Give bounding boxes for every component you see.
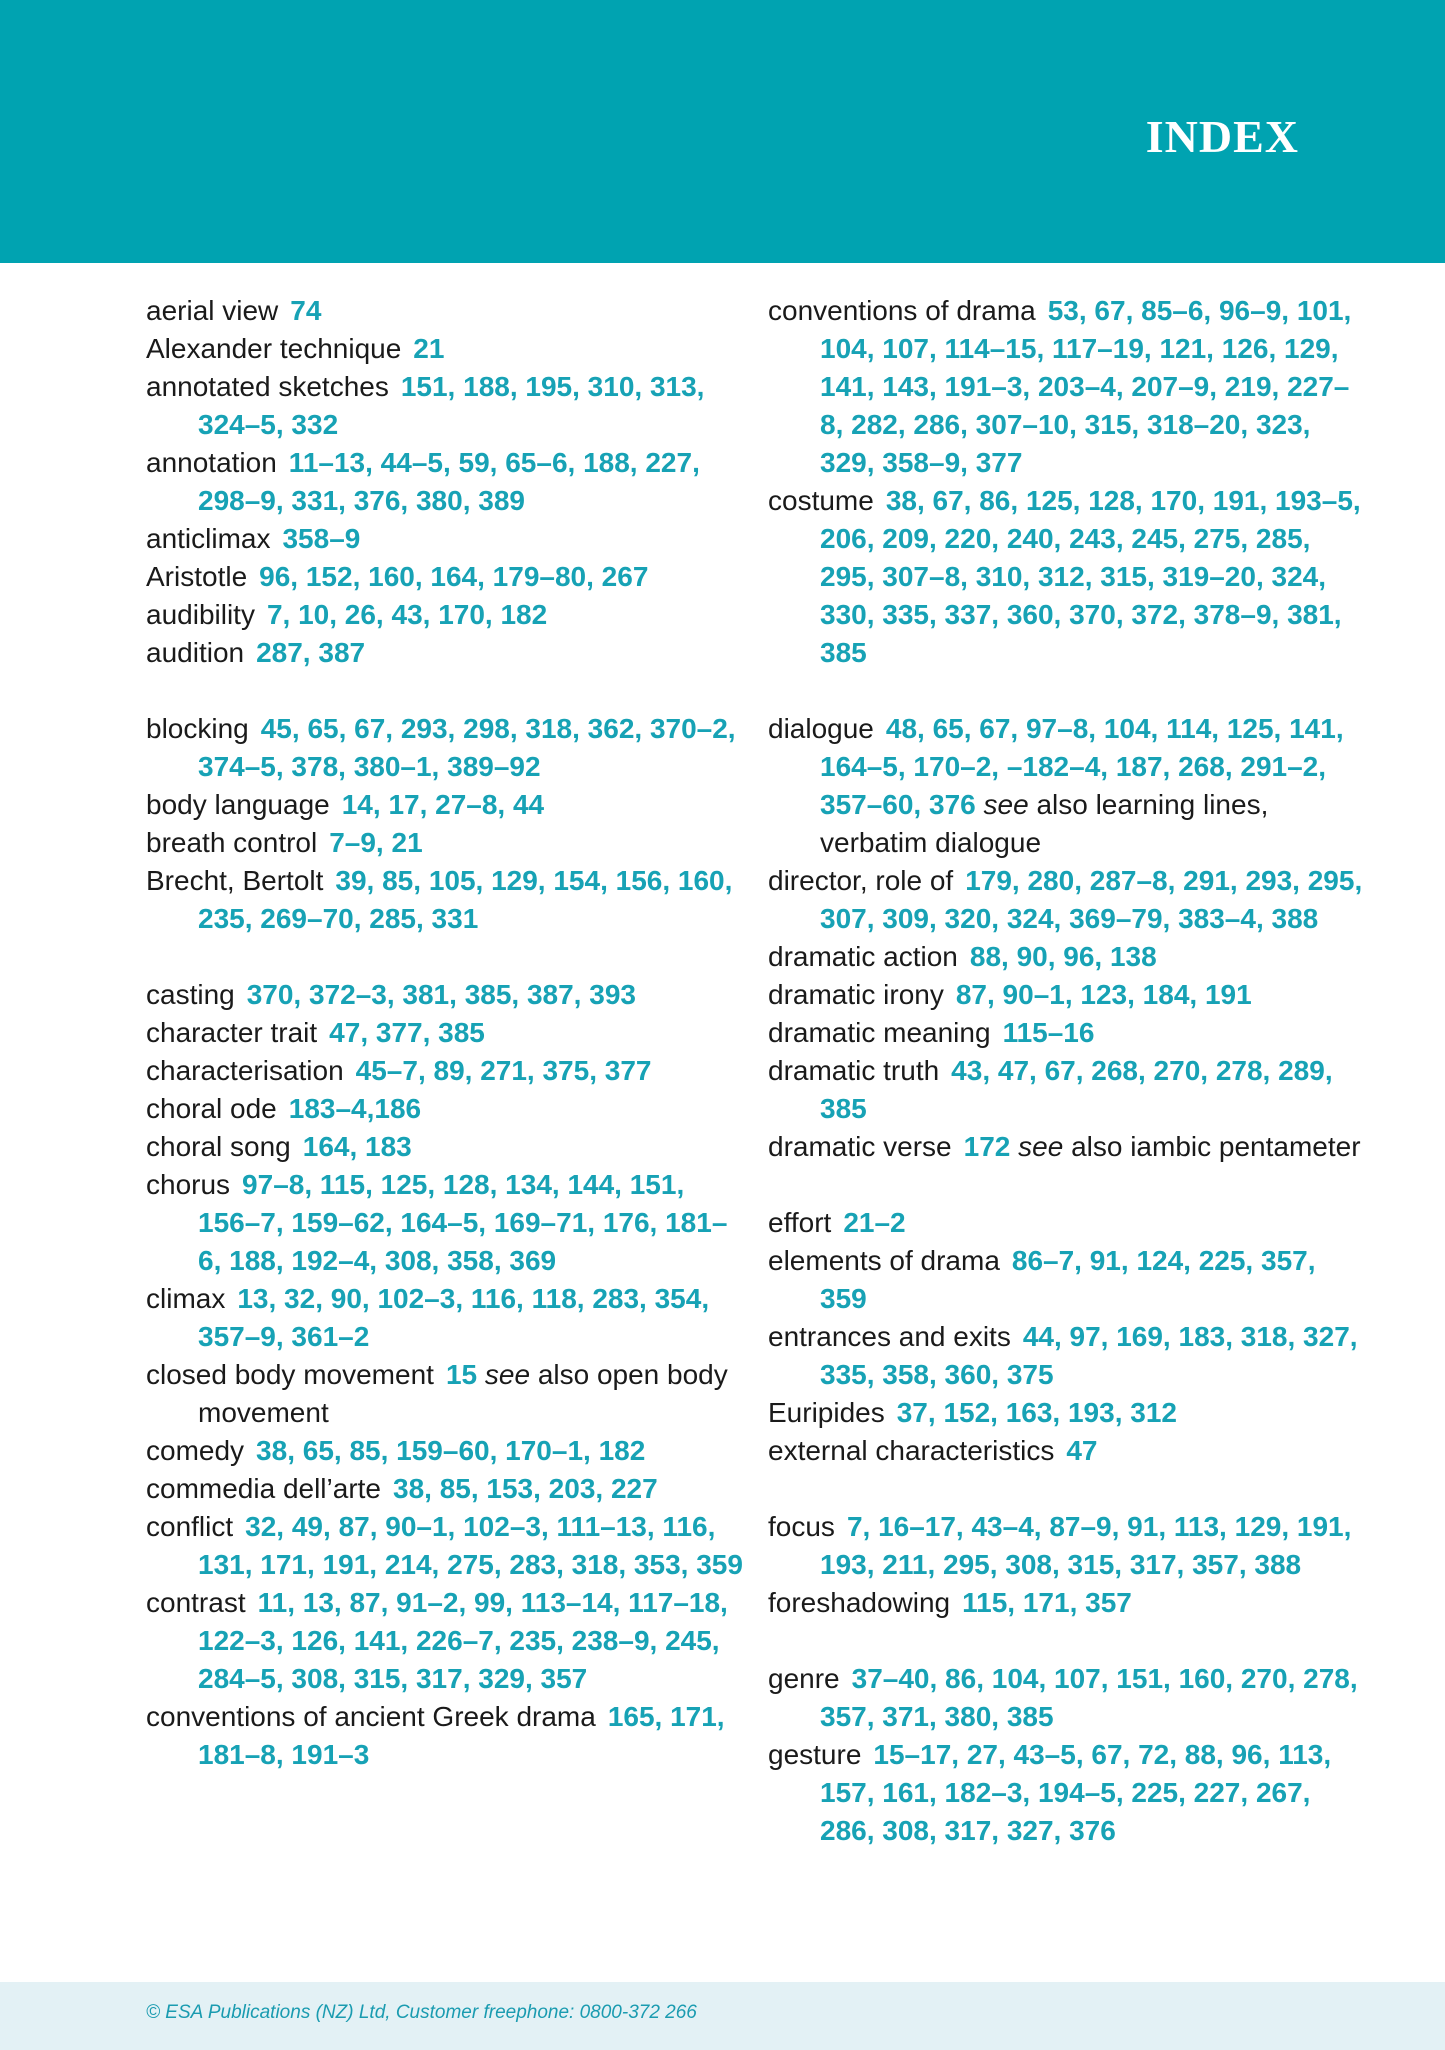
index-term: aerial view [146, 295, 279, 326]
index-pages: 87, 90–1, 123, 184, 191 [955, 979, 1252, 1010]
index-term: conventions of ancient Greek drama [146, 1701, 596, 1732]
index-pages: 47 [1066, 1435, 1098, 1466]
index-entry [768, 1242, 1368, 1318]
index-entry [146, 368, 746, 444]
index-entry [768, 976, 1368, 1014]
index-term: director, role of [768, 865, 954, 896]
index-entry [146, 1698, 746, 1774]
index-pages: 37, 152, 163, 193, 312 [896, 1397, 1177, 1428]
index-pages: 86–7, 91, 124, 225, 357, 359 [820, 1245, 1316, 1314]
index-pages: 7–9, 21 [329, 827, 423, 858]
index-pages: 164, 183 [302, 1131, 412, 1162]
index-pages: 53, 67, 85–6, 96–9, 101, 104, 107, 114–15, 117–19, 121, 126, 129, 141, 143, 191–3, 203–4, 207–9, 219, 227–8, 282, 286, 307–10, 315, 318–20, 323, 329, 358–9, 377 [820, 295, 1352, 478]
index-term: focus [768, 1511, 835, 1542]
index-see-also: also iambic pentameter [1071, 1131, 1361, 1162]
index-entry [146, 634, 746, 672]
index-entry [768, 1014, 1368, 1052]
index-term: entrances and exits [768, 1321, 1011, 1352]
index-entry [146, 558, 746, 596]
index-entry [146, 1166, 746, 1280]
index-pages: 96, 152, 160, 164, 179–80, 267 [259, 561, 649, 592]
index-term: contrast [146, 1587, 246, 1618]
index-pages: 183–4,186 [288, 1093, 422, 1124]
index-entry [146, 520, 746, 558]
index-term: breath control [146, 827, 318, 858]
index-pages: 38, 85, 153, 203, 227 [393, 1473, 658, 1504]
index-term: choral ode [146, 1093, 277, 1124]
index-term: dramatic meaning [768, 1017, 991, 1048]
index-term: Alexander technique [146, 333, 402, 364]
index-pages: 48, 65, 67, 97–8, 104, 114, 125, 141, 164–5, 170–2, –182–4, 187, 268, 291–2, 357–60, 376 [820, 713, 1344, 820]
index-column-left [146, 292, 746, 1774]
index-entry [768, 292, 1368, 482]
index-entry [768, 862, 1368, 938]
index-term: characterisation [146, 1055, 344, 1086]
index-term: dramatic verse [768, 1131, 952, 1162]
index-entry [768, 1584, 1368, 1622]
index-term: Aristotle [146, 561, 248, 592]
index-entry [768, 1128, 1368, 1166]
index-entry [146, 862, 746, 938]
index-pages: 115–16 [1002, 1017, 1095, 1048]
index-term: Brecht, Bertolt [146, 865, 324, 896]
index-pages: 287, 387 [256, 637, 366, 668]
index-entry [768, 1432, 1368, 1470]
index-pages: 7, 10, 26, 43, 170, 182 [266, 599, 548, 630]
index-term: annotated sketches [146, 371, 389, 402]
index-term: dramatic action [768, 941, 958, 972]
index-entry [768, 710, 1368, 862]
index-see-also: also learning lines, verbatim dialogue [820, 789, 1269, 858]
index-entry [146, 292, 746, 330]
index-see-also: also open body movement [198, 1359, 728, 1428]
index-term: commedia dell’arte [146, 1473, 381, 1504]
index-pages: 39, 85, 105, 129, 154, 156, 160, 235, 269–70, 285, 331 [198, 865, 733, 934]
index-pages: 115, 171, 357 [962, 1587, 1132, 1618]
index-term: foreshadowing [768, 1587, 951, 1618]
index-pages: 13, 32, 90, 102–3, 116, 118, 283, 354, 357–9, 361–2 [198, 1283, 710, 1352]
index-pages: 44, 97, 169, 183, 318, 327, 335, 358, 360, 375 [820, 1321, 1358, 1390]
index-term: casting [146, 979, 235, 1010]
index-pages: 370, 372–3, 381, 385, 387, 393 [246, 979, 636, 1010]
index-pages: 14, 17, 27–8, 44 [341, 789, 545, 820]
index-term: gesture [768, 1739, 862, 1770]
index-term: annotation [146, 447, 277, 478]
index-entry [146, 1508, 746, 1584]
index-entry [768, 1204, 1368, 1242]
index-see-word: see [1018, 1131, 1064, 1162]
index-entry [146, 1014, 746, 1052]
index-term: dramatic irony [768, 979, 944, 1010]
index-entry [768, 1508, 1368, 1584]
footer-copyright: © ESA Publications (NZ) Ltd, Customer freephone: 0800-372 266 [146, 2002, 697, 2023]
index-pages: 45–7, 89, 271, 375, 377 [355, 1055, 652, 1086]
index-term: dialogue [768, 713, 874, 744]
index-entry [768, 1736, 1368, 1850]
index-entry [768, 1318, 1368, 1394]
index-entry [146, 976, 746, 1014]
index-pages: 45, 65, 67, 293, 298, 318, 362, 370–2, 374–5, 378, 380–1, 389–92 [198, 713, 736, 782]
index-pages: 38, 65, 85, 159–60, 170–1, 182 [256, 1435, 646, 1466]
index-pages: 21 [413, 333, 445, 364]
index-entry [146, 1090, 746, 1128]
index-term: climax [146, 1283, 226, 1314]
index-entry [146, 1584, 746, 1698]
index-term: costume [768, 485, 874, 516]
index-pages: 151, 188, 195, 310, 313, 324–5, 332 [198, 371, 705, 440]
index-term: external characteristics [768, 1435, 1055, 1466]
index-see-word: see [983, 789, 1029, 820]
index-entry [146, 1280, 746, 1356]
index-see-word: see [484, 1359, 531, 1390]
index-term: effort [768, 1207, 832, 1238]
index-pages: 38, 67, 86, 125, 128, 170, 191, 193–5, 206, 209, 220, 240, 243, 245, 275, 285, 295, 307–8, 310, 312, 315, 319–20, 324, 330, 335, 337, 360, 370, 372, 378–9, 381, 385 [820, 485, 1361, 668]
index-term: blocking [146, 713, 249, 744]
index-pages: 11–13, 44–5, 59, 65–6, 188, 227, 298–9, 331, 376, 380, 389 [198, 447, 700, 516]
index-term: comedy [146, 1435, 245, 1466]
index-entry [146, 1470, 746, 1508]
index-term: closed body movement [146, 1359, 434, 1390]
index-entry [146, 1052, 746, 1090]
index-pages: 32, 49, 87, 90–1, 102–3, 111–13, 116, 131, 171, 191, 214, 275, 283, 318, 353, 359 [198, 1511, 743, 1580]
index-term: conflict [146, 1511, 234, 1542]
index-term: elements of drama [768, 1245, 1000, 1276]
index-entry [146, 824, 746, 862]
index-pages: 37–40, 86, 104, 107, 151, 160, 270, 278, 357, 371, 380, 385 [820, 1663, 1358, 1732]
index-term: body language [146, 789, 330, 820]
index-column-right [768, 292, 1368, 1850]
index-entry [768, 482, 1368, 672]
index-entry [768, 1394, 1368, 1432]
index-term: audition [146, 637, 245, 668]
index-entry [768, 938, 1368, 976]
index-entry [146, 710, 746, 786]
page-title: INDEX [1145, 111, 1299, 162]
index-entry [146, 1432, 746, 1470]
index-entry [146, 1356, 746, 1432]
index-pages: 47, 377, 385 [329, 1017, 485, 1048]
index-term: character trait [146, 1017, 318, 1048]
index-term: genre [768, 1663, 840, 1694]
index-term: Euripides [768, 1397, 885, 1428]
index-entry [768, 1660, 1368, 1736]
index-pages: 74 [290, 295, 322, 326]
index-pages: 15–17, 27, 43–5, 67, 72, 88, 96, 113, 157, 161, 182–3, 194–5, 225, 227, 267, 286, 308, 317, 327, 376 [820, 1739, 1332, 1846]
index-entry [146, 596, 746, 634]
index-pages: 172 [963, 1131, 1011, 1162]
index-pages: 179, 280, 287–8, 291, 293, 295, 307, 309, 320, 324, 369–79, 383–4, 388 [820, 865, 1363, 934]
index-pages: 165, 171, 181–8, 191–3 [198, 1701, 725, 1770]
index-entry [146, 786, 746, 824]
footer-band [0, 1982, 1445, 2050]
index-term: dramatic truth [768, 1055, 940, 1086]
header-band [0, 0, 1445, 263]
index-pages: 7, 16–17, 43–4, 87–9, 91, 113, 129, 191, 193, 211, 295, 308, 315, 317, 357, 388 [820, 1511, 1352, 1580]
index-pages: 97–8, 115, 125, 128, 134, 144, 151, 156–7, 159–62, 164–5, 169–71, 176, 181–6, 188, 192–4, 308, 358, 369 [198, 1169, 728, 1276]
index-entry [146, 1128, 746, 1166]
index-term: chorus [146, 1169, 231, 1200]
index-term: audibility [146, 599, 255, 630]
index-pages: 43, 47, 67, 268, 270, 278, 289, 385 [820, 1055, 1333, 1124]
index-entry [146, 330, 746, 368]
index-pages: 88, 90, 96, 138 [969, 941, 1157, 972]
index-term: anticlimax [146, 523, 271, 554]
index-pages: 21–2 [843, 1207, 906, 1238]
index-pages: 11, 13, 87, 91–2, 99, 113–14, 117–18, 122–3, 126, 141, 226–7, 235, 238–9, 245, 284–5, 308, 315, 317, 329, 357 [198, 1587, 728, 1694]
index-pages: 15 [445, 1359, 478, 1390]
index-entry [768, 1052, 1368, 1128]
index-entry [146, 444, 746, 520]
index-term: conventions of drama [768, 295, 1036, 326]
index-term: choral song [146, 1131, 291, 1162]
index-pages: 358–9 [282, 523, 361, 554]
